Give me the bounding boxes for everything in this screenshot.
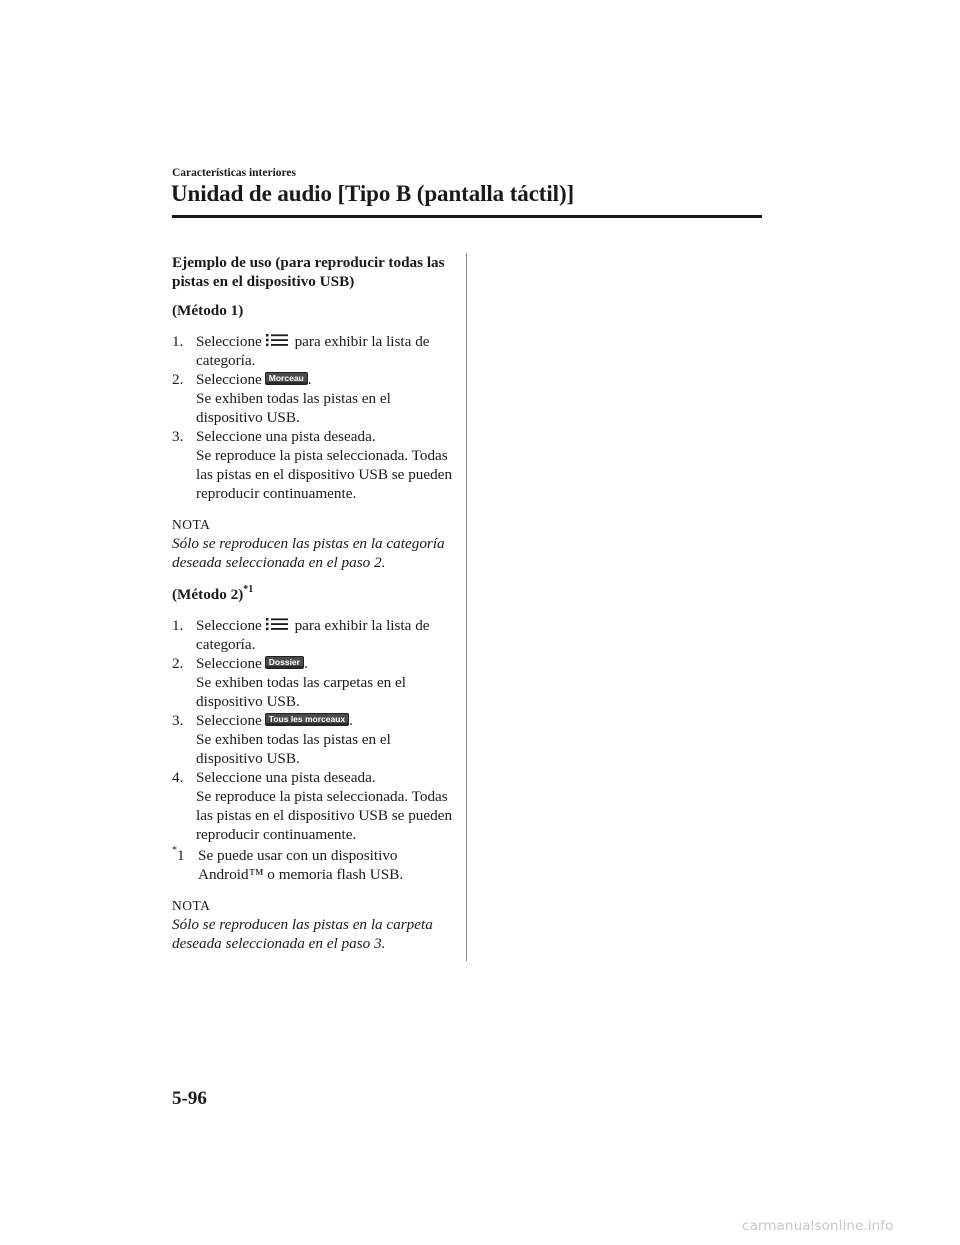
footnote-number: 1 — [177, 847, 185, 864]
morceau-button[interactable]: Morceau — [265, 372, 308, 385]
step-text: Seleccione — [196, 712, 262, 729]
method-1-step-1 — [172, 332, 460, 370]
method-1-heading: (Método 1) — [172, 302, 244, 319]
method-2-step-4 — [172, 768, 460, 844]
note-label: NOTA — [172, 898, 211, 913]
step-text: . — [303, 655, 308, 672]
step-text: . — [349, 712, 353, 729]
step-text: Seleccione — [196, 617, 262, 634]
method-2-heading-text: (Método 2) — [172, 586, 244, 603]
step-text: para exhibir la lista de categoría. — [196, 333, 430, 369]
page-number: 5-96 — [172, 1088, 207, 1109]
step-text: Seleccione — [196, 371, 262, 388]
page-title: Unidad de audio [Tipo B (pantalla táctil)] — [171, 181, 575, 206]
step-subtext: Se exhiben todas las carpetas en el dispositivo USB. — [196, 674, 407, 710]
note-label: NOTA — [172, 517, 211, 532]
step-subtext: Se reproduce la pista seleccionada. Todas las pistas en el dispositivo USB se pueden reproducir continuamente. — [196, 788, 453, 843]
tous-les-morceaux-button[interactable]: Tous les morceaux — [265, 713, 349, 726]
method-2-heading — [172, 585, 460, 604]
step-subtext: Se exhiben todas las pistas en el dispositivo USB. — [196, 731, 391, 767]
title-rule — [172, 215, 762, 218]
list-icon[interactable] — [265, 617, 289, 631]
step-number: 4. — [172, 769, 184, 786]
method-1-step-3 — [172, 427, 460, 503]
section-label: Características interiores — [172, 167, 297, 179]
watermark: carmanualsonline.info — [742, 1218, 894, 1234]
step-number: 1. — [172, 617, 184, 634]
note-text: Sólo se reproducen las pistas en la carpeta deseada seleccionada en el paso 3. — [172, 916, 433, 952]
step-text: Seleccione — [196, 655, 262, 672]
step-text: Seleccione una pista deseada. — [196, 428, 376, 445]
note-text: Sólo se reproducen las pistas en la categoría deseada seleccionada en el paso 2. — [172, 535, 445, 571]
example-heading: Ejemplo de uso (para reproducir todas las pistas en el dispositivo USB) — [172, 254, 445, 290]
step-number: 2. — [172, 371, 184, 388]
method-2-step-3 — [172, 711, 460, 768]
step-text: Seleccione — [196, 333, 262, 350]
step-text: para exhibir la lista de categoría. — [196, 617, 430, 653]
step-subtext: Se reproduce la pista seleccionada. Todas las pistas en el dispositivo USB se pueden reproducir continuamente. — [196, 447, 453, 502]
footnote — [172, 846, 460, 884]
main-column — [172, 253, 460, 953]
footnote-mark — [172, 846, 185, 865]
column-divider — [466, 253, 467, 961]
step-number: 1. — [172, 333, 184, 350]
step-text: . — [307, 371, 312, 388]
method-1-step-2 — [172, 370, 460, 427]
step-number: 2. — [172, 655, 184, 672]
step-text: Seleccione una pista deseada. — [196, 769, 376, 786]
footnote-text: Se puede usar con un dispositivo Android™ o memoria flash USB. — [198, 847, 404, 883]
method-2-step-1 — [172, 616, 460, 654]
method-2-step-2 — [172, 654, 460, 711]
footnote-reference: *1 — [243, 583, 254, 595]
step-subtext: Se exhiben todas las pistas en el dispositivo USB. — [196, 390, 391, 426]
list-icon[interactable] — [265, 333, 289, 347]
step-number: 3. — [172, 428, 184, 445]
dossier-button[interactable]: Dossier — [265, 656, 304, 669]
step-number: 3. — [172, 712, 184, 729]
footnote-asterisk: * — [172, 844, 177, 856]
